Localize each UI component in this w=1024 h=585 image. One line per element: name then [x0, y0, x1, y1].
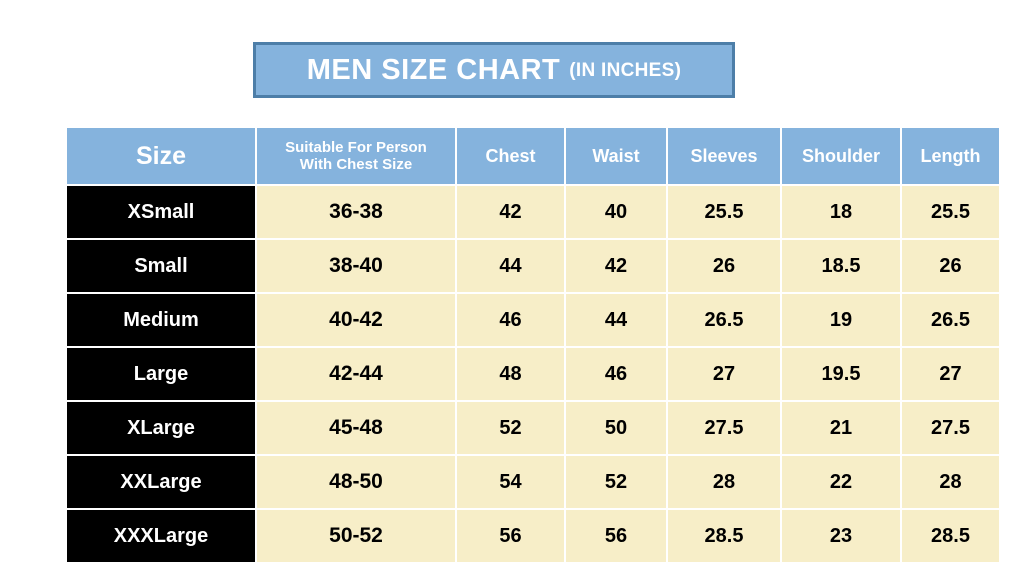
- cell-length: 28: [901, 455, 1000, 509]
- chart-title-units: (IN INCHES): [569, 59, 682, 81]
- cell-size: XXLarge: [66, 455, 256, 509]
- cell-sleeves: 28: [667, 455, 781, 509]
- cell-waist: 56: [565, 509, 667, 563]
- cell-shoulder: 19: [781, 293, 901, 347]
- cell-shoulder: 21: [781, 401, 901, 455]
- column-header-sleeves: Sleeves: [667, 127, 781, 185]
- cell-chest: 42: [456, 185, 565, 239]
- cell-sleeves: 27.5: [667, 401, 781, 455]
- cell-sleeves: 26.5: [667, 293, 781, 347]
- cell-size: XLarge: [66, 401, 256, 455]
- column-header-suitable-for-person-with-chest-size: [256, 127, 456, 185]
- cell-suitable: 36-38: [256, 185, 456, 239]
- table-header-row: [66, 127, 1000, 185]
- table-row: [66, 509, 1000, 563]
- table-row: [66, 185, 1000, 239]
- cell-chest: 52: [456, 401, 565, 455]
- cell-shoulder: 19.5: [781, 347, 901, 401]
- cell-length: 25.5: [901, 185, 1000, 239]
- cell-waist: 40: [565, 185, 667, 239]
- cell-size: XXXLarge: [66, 509, 256, 563]
- cell-sleeves: 27: [667, 347, 781, 401]
- cell-chest: 46: [456, 293, 565, 347]
- cell-suitable: 40-42: [256, 293, 456, 347]
- cell-length: 28.5: [901, 509, 1000, 563]
- cell-shoulder: 18.5: [781, 239, 901, 293]
- column-header-chest: Chest: [456, 127, 565, 185]
- cell-waist: 44: [565, 293, 667, 347]
- cell-suitable: 45-48: [256, 401, 456, 455]
- cell-size: XSmall: [66, 185, 256, 239]
- table-row: [66, 347, 1000, 401]
- table-row: [66, 455, 1000, 509]
- column-header-suitable-line1: Suitable For Person: [285, 138, 427, 156]
- cell-chest: 48: [456, 347, 565, 401]
- table-row: [66, 239, 1000, 293]
- cell-suitable: 38-40: [256, 239, 456, 293]
- size-chart-table: [65, 126, 1001, 564]
- cell-shoulder: 23: [781, 509, 901, 563]
- table-body: [66, 185, 1000, 563]
- cell-chest: 44: [456, 239, 565, 293]
- column-header-size: Size: [66, 127, 256, 185]
- chart-title-banner: [253, 42, 735, 98]
- cell-waist: 50: [565, 401, 667, 455]
- cell-suitable: 50-52: [256, 509, 456, 563]
- cell-shoulder: 18: [781, 185, 901, 239]
- cell-length: 26.5: [901, 293, 1000, 347]
- size-chart-table-wrapper: [65, 126, 981, 564]
- table-row: [66, 401, 1000, 455]
- cell-waist: 46: [565, 347, 667, 401]
- cell-waist: 42: [565, 239, 667, 293]
- cell-size: Large: [66, 347, 256, 401]
- column-header-suitable-line2: With Chest Size: [299, 156, 413, 173]
- cell-suitable: 48-50: [256, 455, 456, 509]
- cell-sleeves: 28.5: [667, 509, 781, 563]
- cell-sleeves: 25.5: [667, 185, 781, 239]
- column-header-length: Length: [901, 127, 1000, 185]
- cell-chest: 56: [456, 509, 565, 563]
- cell-length: 27: [901, 347, 1000, 401]
- cell-size: Small: [66, 239, 256, 293]
- column-header-waist: Waist: [565, 127, 667, 185]
- cell-sleeves: 26: [667, 239, 781, 293]
- table-row: [66, 293, 1000, 347]
- chart-title-main: MEN SIZE CHART: [306, 53, 561, 86]
- cell-length: 26: [901, 239, 1000, 293]
- cell-length: 27.5: [901, 401, 1000, 455]
- table-header: [66, 127, 1000, 185]
- cell-shoulder: 22: [781, 455, 901, 509]
- cell-chest: 54: [456, 455, 565, 509]
- cell-size: Medium: [66, 293, 256, 347]
- cell-waist: 52: [565, 455, 667, 509]
- cell-suitable: 42-44: [256, 347, 456, 401]
- column-header-shoulder: Shoulder: [781, 127, 901, 185]
